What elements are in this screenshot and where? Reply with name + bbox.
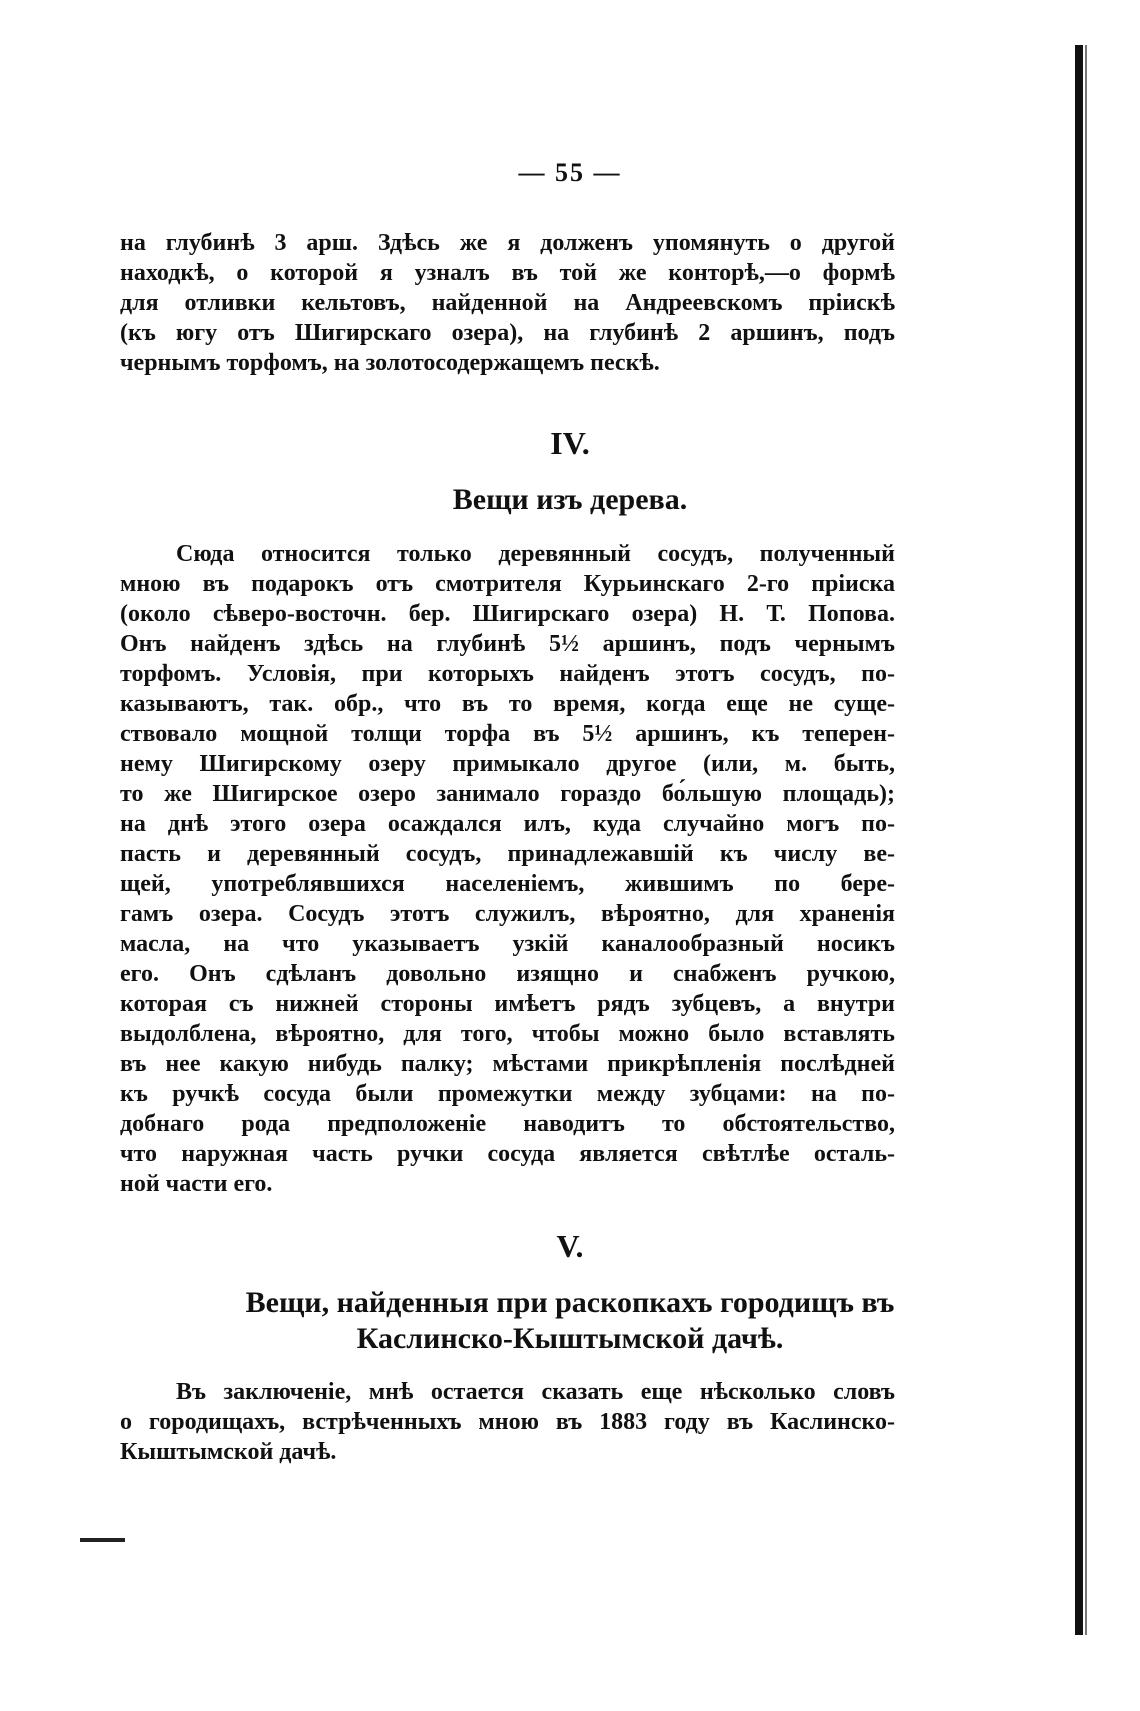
text-line: находкѣ, о которой я узналъ въ той же конторѣ,—о формѣ xyxy=(120,260,895,286)
text-line: (къ югу отъ Шигирскаго озера), на глубинѣ 2 аршинъ, подъ xyxy=(120,320,895,346)
text-line: пасть и деревянный сосудъ, принадлежавшiй къ числу ве- xyxy=(120,841,895,867)
text-line: что наружная часть ручки сосуда является свѣтлѣе осталь- xyxy=(120,1141,895,1167)
text-line: масла, на что указываетъ узкiй каналообразный носикъ xyxy=(120,931,895,957)
page-number: — 55 — xyxy=(518,158,622,187)
text-line: гамъ озера. Сосудъ этотъ служилъ, вѣроятно, для храненiя xyxy=(120,901,895,927)
text-line: щей, употреблявшихся населенiемъ, жившимъ по бере- xyxy=(120,871,895,897)
text-line: торфомъ. Условiя, при которыхъ найденъ этотъ сосудъ, по- xyxy=(120,661,895,687)
section-number: V. xyxy=(556,1228,584,1264)
section-title: Вещи изъ дерева. xyxy=(452,483,688,516)
text-line: которая съ нижней стороны имѣетъ рядъ зубцевъ, а внутри xyxy=(120,991,895,1017)
text-line: въ нее какую нибудь палку; мѣстами прикрѣпленiя послѣдней xyxy=(120,1051,895,1077)
text-line: на днѣ этого озера осаждался илъ, куда случайно могъ по- xyxy=(120,811,895,837)
text-line: о городищахъ, встрѣченныхъ мною въ 1883 году въ Каслинско- xyxy=(120,1409,895,1435)
text-line: Сюда относится только деревянный сосудъ, полученный xyxy=(176,541,895,567)
paragraph-wooden-vessel xyxy=(120,539,895,1199)
page-edge-line xyxy=(1085,45,1087,1635)
text-line: для отливки кельтовъ, найденной на Андреевскомъ прiискѣ xyxy=(120,290,895,316)
footer-rule xyxy=(80,1538,125,1542)
text-line: выдолблена, вѣроятно, для того, чтобы можно было вставлять xyxy=(120,1021,895,1047)
text-line: (около сѣверо-восточн. бер. Шигирскаго озера) Н. Т. Попова. xyxy=(120,601,895,627)
text-line: казываютъ, так. обр., что въ то время, когда еще не суще- xyxy=(120,691,895,717)
text-line: Онъ найденъ здѣсь на глубинѣ 5½ аршинъ, подъ чернымъ xyxy=(120,631,895,657)
text-line: мною въ подарокъ отъ смотрителя Курьинскаго 2-го прiиска xyxy=(120,571,895,597)
section-number: IV. xyxy=(550,425,590,461)
text-line: Кыштымской дачѣ. xyxy=(120,1439,337,1465)
text-line: ствовало мощной толщи торфа въ 5½ аршинъ, къ теперен- xyxy=(120,721,895,747)
text-line: нему Шигирскому озеру примыкало другое (или, м. быть, xyxy=(120,751,895,777)
text-line: къ ручкѣ сосуда были промежутки между зубцами: на по- xyxy=(120,1081,895,1107)
paragraph-continuation xyxy=(120,228,895,378)
text-line: на глубинѣ 3 арш. Здѣсь же я долженъ упомянуть о другой xyxy=(120,230,895,256)
text-line: Въ заключенiе, мнѣ остается сказать еще нѣсколько словъ xyxy=(176,1379,895,1405)
text-line: его. Онъ сдѣланъ довольно изящно и снабженъ ручкою, xyxy=(120,961,895,987)
paragraph-conclusion xyxy=(120,1377,895,1467)
page-edge-shadow xyxy=(1075,45,1083,1635)
text-line: то же Шигирское озеро занимало гораздо бо́льшую площадь); xyxy=(120,781,895,807)
section-title xyxy=(0,1285,1140,1357)
section-title-line: Каслинско-Кыштымской дачѣ. xyxy=(356,1322,784,1355)
text-line: ной части его. xyxy=(120,1171,273,1197)
text-line: чернымъ торфомъ, на золотосодержащемъ пескѣ. xyxy=(120,350,660,376)
section-title-line: Вещи, найденныя при раскопкахъ городищъ въ xyxy=(245,1286,895,1319)
text-line: добнаго рода предположенiе наводитъ то обстоятельство, xyxy=(120,1111,895,1137)
